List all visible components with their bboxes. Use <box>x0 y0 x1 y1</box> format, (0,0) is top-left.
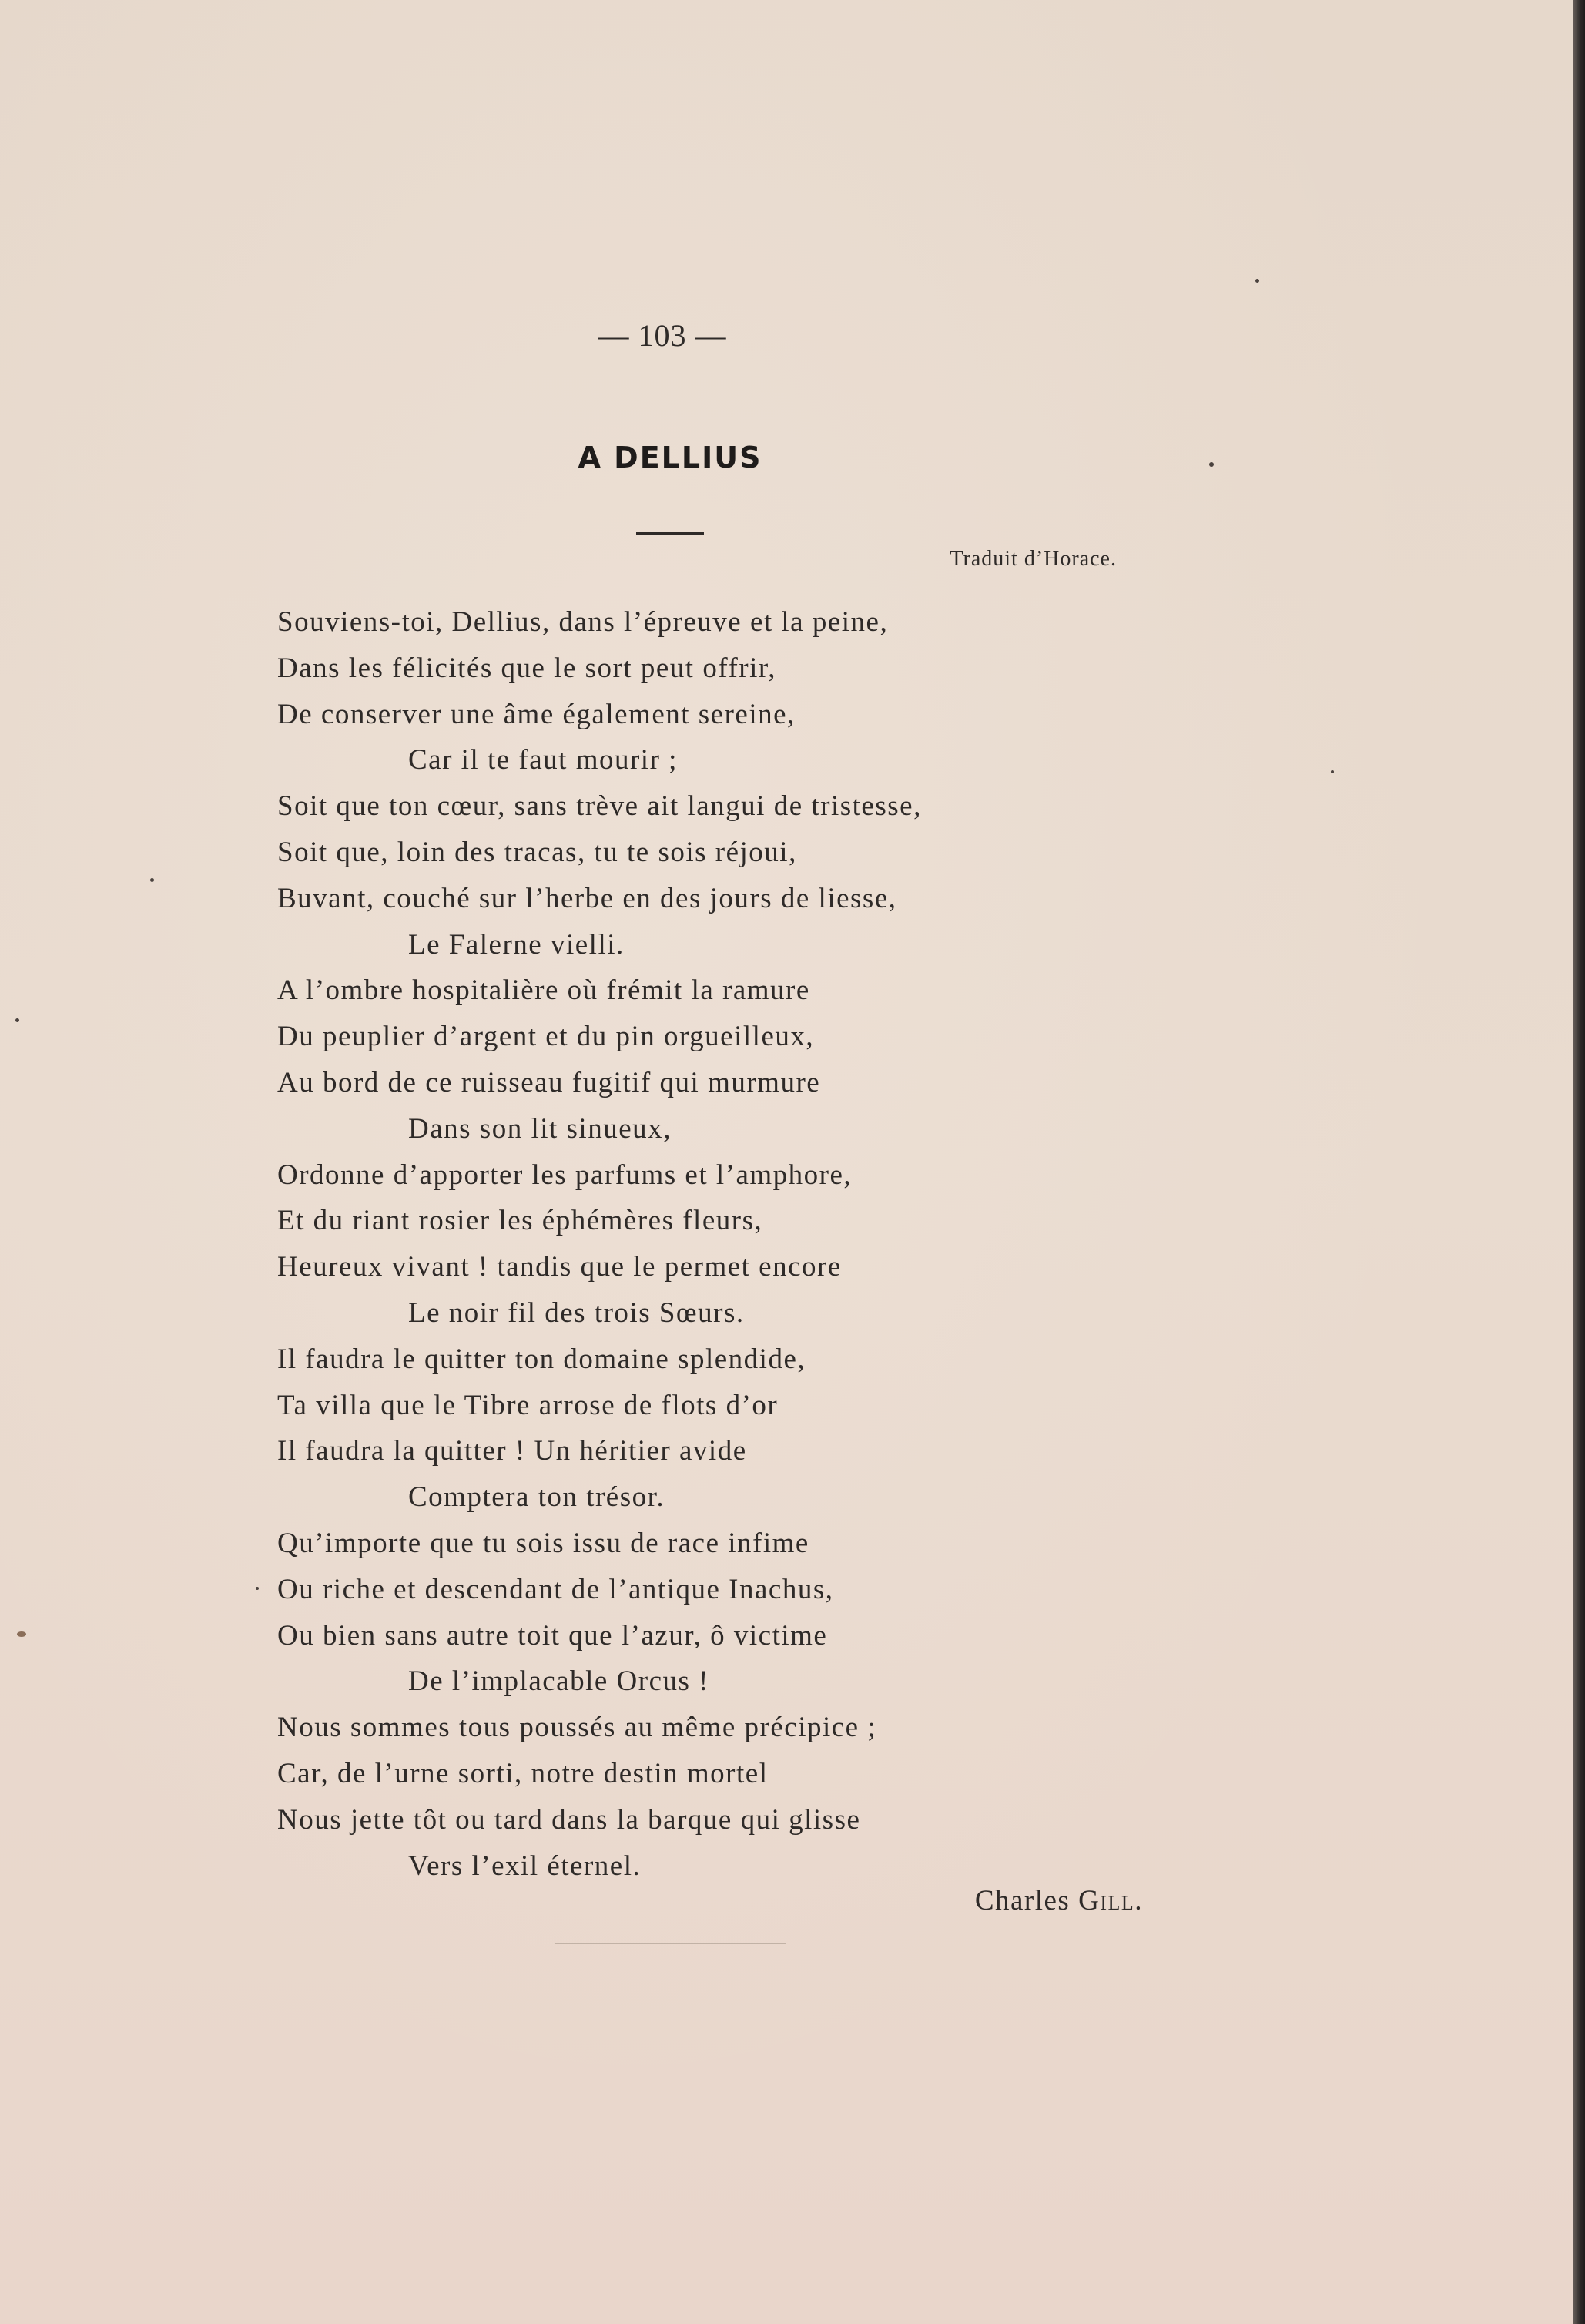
poem-line: Ta villa que le Tibre arrose de flots d’or <box>277 1389 779 1421</box>
poem-line-refrain: Le Falerne vielli. <box>408 928 625 961</box>
poem-line: Nous sommes tous poussés au même précipice ; <box>277 1712 877 1744</box>
poem-line: Du peuplier d’argent et du pin orgueilleux, <box>277 1021 815 1053</box>
author-first-name: Charles <box>974 1885 1071 1917</box>
poem-line-refrain: Dans son lit sinueux, <box>408 1112 672 1145</box>
poem-line: Soit que ton cœur, sans trève ait langui de tristesse, <box>277 790 922 823</box>
poem-line: Soit que, loin des tracas, tu te sois réjoui, <box>277 836 797 868</box>
poem-line-refrain: Comptera ton trésor. <box>408 1481 665 1514</box>
poem-line: Ou bien sans autre toit que l’azur, ô victime <box>277 1619 828 1652</box>
poem-line: Il faudra la quitter ! Un héritier avide <box>277 1435 747 1467</box>
poem-line-refrain: Le noir fil des trois Sœurs. <box>408 1296 745 1329</box>
paper-speck <box>1331 770 1334 773</box>
poem-line: Car, de l’urne sorti, notre destin mortel <box>277 1757 769 1789</box>
author-signature <box>847 1884 1143 1917</box>
poem-line: Dans les félicités que le sort peut offrir, <box>277 652 776 684</box>
poem-line: Ou riche et descendant de l’antique Inachus, <box>277 1573 834 1605</box>
poem-line-refrain: Car il te faut mourir ; <box>408 744 678 776</box>
paper-speck <box>1209 462 1214 467</box>
paper-speck <box>256 1587 259 1590</box>
poem-line: Souviens-toi, Dellius, dans l’épreuve et la peine, <box>277 606 889 638</box>
poem-line: Qu’importe que tu sois issu de race infime <box>277 1527 809 1559</box>
paper-speck <box>1255 279 1259 283</box>
poem-line-refrain: Vers l’exil éternel. <box>408 1849 642 1882</box>
title-divider <box>636 532 704 535</box>
poem-line: Il faudra le quitter ton domaine splendide, <box>277 1343 806 1375</box>
poem-line-refrain: De l’implacable Orcus ! <box>408 1665 709 1698</box>
page-number: — 103 — <box>598 318 727 353</box>
poem-line: De conserver une âme également sereine, <box>277 698 796 730</box>
poem-line: Et du riant rosier les éphémères fleurs, <box>277 1205 763 1237</box>
paper-speck <box>150 878 154 882</box>
poem-line: Nous jette tôt ou tard dans la barque qui glisse <box>277 1803 861 1836</box>
page-edge-shadow <box>1573 0 1585 2324</box>
author-last-name: Gill. <box>1078 1885 1143 1917</box>
poem-line: A l’ombre hospitalière où frémit la ramure <box>277 974 810 1007</box>
attribution: Traduit d’Horace. <box>950 547 1117 571</box>
paper-speck <box>15 1018 19 1022</box>
paper-speck <box>17 1631 26 1637</box>
poem-line: Heureux vivant ! tandis que le permet encore <box>277 1251 842 1283</box>
poem-line: Au bord de ce ruisseau fugitif qui murmure <box>277 1066 821 1098</box>
poem-line: Ordonne d’apporter les parfums et l’amphore, <box>277 1159 853 1191</box>
end-divider <box>555 1943 786 1944</box>
poem-title: A DELLIUS <box>578 441 762 475</box>
poem-line: Buvant, couché sur l’herbe en des jours de liesse, <box>277 882 897 914</box>
poem-body <box>277 599 1201 1889</box>
